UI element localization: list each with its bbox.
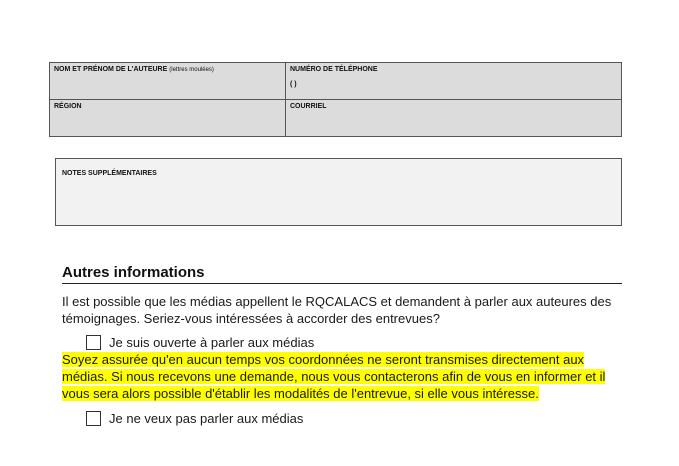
option-no-media[interactable] <box>86 411 303 426</box>
no-media-label: Je ne veux pas parler aux médias <box>109 411 304 426</box>
email-field[interactable] <box>286 100 621 136</box>
open-to-media-label: Je suis ouverte à parler aux médias <box>109 335 315 350</box>
highlighted-notice <box>62 351 622 402</box>
phone-field[interactable] <box>286 63 621 100</box>
notes-field[interactable] <box>55 158 622 226</box>
title-divider <box>62 283 622 284</box>
email-label: COURRIEL <box>290 103 327 110</box>
option-open-to-media[interactable] <box>86 335 314 350</box>
author-name-hint: (lettres moulées) <box>169 67 214 73</box>
open-to-media-checkbox[interactable] <box>86 335 101 350</box>
highlighted-notice-text: Soyez assurée qu'en aucun temps vos coordonnées ne seront transmises directement aux médias. Si nous recevons une demande, nous vous contacterons afin de vous en informer et il vous sera alors possible d'établir les modalités de l'entrevue, si elle vous intéresse. <box>62 352 606 401</box>
intro-paragraph: Il est possible que les médias appellent le RQCALACS et demandent à parler aux auteures des témoignages. Seriez-vous intéressées à accorder des entrevues? <box>62 294 612 326</box>
contact-form-table <box>49 62 622 137</box>
author-name-label: NOM ET PRÉNOM DE L'AUTEURE <box>54 66 168 73</box>
author-name-field[interactable] <box>50 63 286 100</box>
phone-value: ( ) <box>290 81 297 89</box>
region-field[interactable] <box>50 100 286 136</box>
region-label: RÉGION <box>54 103 82 110</box>
section-title: Autres informations <box>62 264 205 281</box>
phone-label: NUMÉRO DE TÉLÉPHONE <box>290 66 378 73</box>
notes-label: NOTES SUPPLÉMENTAIRES <box>62 170 157 177</box>
no-media-checkbox[interactable] <box>86 411 101 426</box>
